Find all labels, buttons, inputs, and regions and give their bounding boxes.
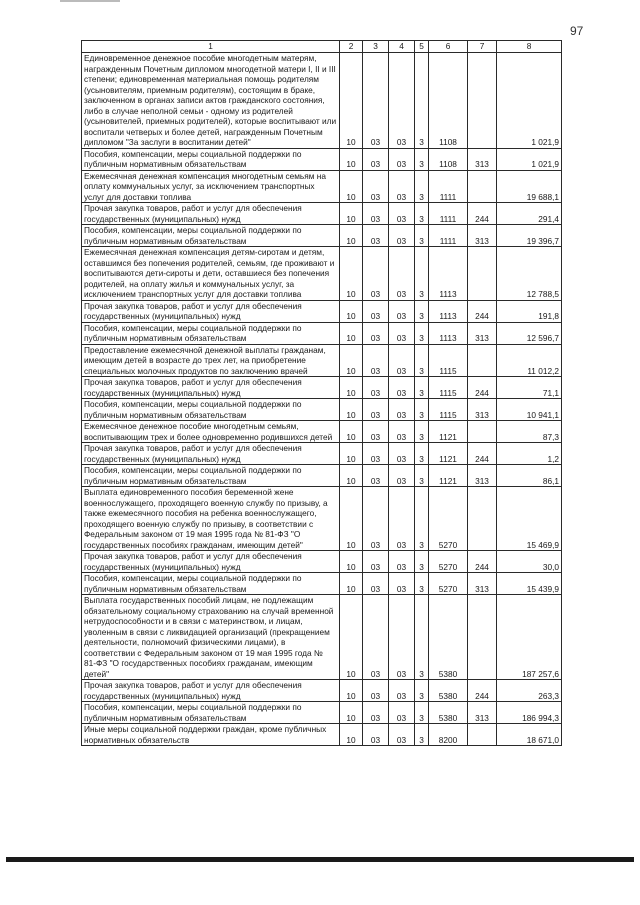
table-row <box>82 680 562 702</box>
cell-amount: 30,0 <box>497 551 562 573</box>
bottom-rule <box>6 857 634 862</box>
budget-table <box>81 40 562 746</box>
cell-subsection: 03 <box>363 595 389 680</box>
cell-item-code: 1121 <box>429 421 468 443</box>
table-row <box>82 421 562 443</box>
cell-section: 10 <box>340 377 363 399</box>
cell-subsection: 03 <box>363 399 389 421</box>
cell-subprogram: 3 <box>415 443 429 465</box>
cell-subprogram: 3 <box>415 465 429 487</box>
table-row <box>82 344 562 377</box>
cell-amount: 12 788,5 <box>497 247 562 301</box>
cell-amount: 10 941,1 <box>497 399 562 421</box>
cell-amount: 1 021,9 <box>497 148 562 170</box>
cell-description: Ежемесячное денежное пособие многодетным семьям, воспитывающим трех и более одновременно родившихся детей <box>82 421 340 443</box>
cell-amount: 186 994,3 <box>497 702 562 724</box>
cell-amount: 1 021,9 <box>497 53 562 149</box>
cell-program: 03 <box>389 551 415 573</box>
cell-subsection: 03 <box>363 487 389 551</box>
cell-expense-type <box>468 247 497 301</box>
col-header-1: 1 <box>82 41 340 53</box>
table-row <box>82 399 562 421</box>
cell-section: 10 <box>340 465 363 487</box>
col-header-3: 3 <box>363 41 389 53</box>
cell-description: Пособия, компенсации, меры социальной поддержки по публичным нормативным обязательствам <box>82 573 340 595</box>
cell-description: Пособия, компенсации, меры социальной поддержки по публичным нормативным обязательствам <box>82 702 340 724</box>
cell-program: 03 <box>389 322 415 344</box>
cell-item-code: 8200 <box>429 724 468 746</box>
cell-subsection: 03 <box>363 465 389 487</box>
cell-subprogram: 3 <box>415 573 429 595</box>
cell-subprogram: 3 <box>415 487 429 551</box>
cell-program: 03 <box>389 300 415 322</box>
cell-item-code: 1121 <box>429 443 468 465</box>
cell-subprogram: 3 <box>415 702 429 724</box>
cell-description: Пособия, компенсации, меры социальной поддержки по публичным нормативным обязательствам <box>82 465 340 487</box>
cell-amount: 1,2 <box>497 443 562 465</box>
cell-section: 10 <box>340 399 363 421</box>
table-row <box>82 377 562 399</box>
cell-amount: 15 469,9 <box>497 487 562 551</box>
cell-section: 10 <box>340 53 363 149</box>
cell-subprogram: 3 <box>415 53 429 149</box>
cell-amount: 71,1 <box>497 377 562 399</box>
table-row <box>82 443 562 465</box>
cell-item-code: 5270 <box>429 487 468 551</box>
cell-item-code: 1115 <box>429 399 468 421</box>
cell-subprogram: 3 <box>415 170 429 203</box>
cell-item-code: 1113 <box>429 322 468 344</box>
cell-subsection: 03 <box>363 225 389 247</box>
col-header-8: 8 <box>497 41 562 53</box>
cell-expense-type: 313 <box>468 465 497 487</box>
cell-program: 03 <box>389 595 415 680</box>
cell-amount: 18 671,0 <box>497 724 562 746</box>
cell-description: Пособия, компенсации, меры социальной поддержки по публичным нормативным обязательствам <box>82 322 340 344</box>
cell-section: 10 <box>340 322 363 344</box>
cell-section: 10 <box>340 724 363 746</box>
cell-item-code: 1108 <box>429 148 468 170</box>
cell-expense-type: 313 <box>468 702 497 724</box>
cell-subsection: 03 <box>363 573 389 595</box>
cell-program: 03 <box>389 724 415 746</box>
table-row <box>82 247 562 301</box>
cell-program: 03 <box>389 702 415 724</box>
cell-amount: 87,3 <box>497 421 562 443</box>
cell-program: 03 <box>389 148 415 170</box>
cell-description: Прочая закупка товаров, работ и услуг для обеспечения государственных (муниципальных) нужд <box>82 443 340 465</box>
cell-item-code: 1113 <box>429 300 468 322</box>
cell-program: 03 <box>389 344 415 377</box>
col-header-6: 6 <box>429 41 468 53</box>
cell-expense-type: 313 <box>468 322 497 344</box>
table-row <box>82 551 562 573</box>
cell-amount: 187 257,6 <box>497 595 562 680</box>
table-row <box>82 595 562 680</box>
table-row <box>82 465 562 487</box>
cell-section: 10 <box>340 170 363 203</box>
cell-program: 03 <box>389 443 415 465</box>
table-row <box>82 225 562 247</box>
cell-section: 10 <box>340 300 363 322</box>
table-row <box>82 53 562 149</box>
cell-subsection: 03 <box>363 724 389 746</box>
table-row <box>82 573 562 595</box>
cell-section: 10 <box>340 573 363 595</box>
cell-description: Выплата единовременного пособия беременной жене военнослужащего, проходящего военную службу по призыву, а также ежемесячного пособия на ребенка военнослужащего, проходящего военную службу по призыву, в соответствии с Федеральным законом от 19 мая 1995 года № 81-ФЗ "О государственных пособиях гражданам, имеющим детей" <box>82 487 340 551</box>
page-number: 97 <box>570 24 584 38</box>
cell-subsection: 03 <box>363 247 389 301</box>
cell-section: 10 <box>340 148 363 170</box>
cell-subprogram: 3 <box>415 421 429 443</box>
cell-subsection: 03 <box>363 344 389 377</box>
cell-expense-type: 313 <box>468 225 497 247</box>
cell-item-code: 1111 <box>429 225 468 247</box>
cell-item-code: 1113 <box>429 247 468 301</box>
table-row <box>82 203 562 225</box>
cell-subprogram: 3 <box>415 247 429 301</box>
cell-expense-type: 313 <box>468 573 497 595</box>
cell-item-code: 1111 <box>429 203 468 225</box>
cell-program: 03 <box>389 573 415 595</box>
cell-subprogram: 3 <box>415 377 429 399</box>
cell-section: 10 <box>340 702 363 724</box>
cell-section: 10 <box>340 595 363 680</box>
table-row <box>82 487 562 551</box>
cell-amount: 191,8 <box>497 300 562 322</box>
cell-subprogram: 3 <box>415 399 429 421</box>
cell-subprogram: 3 <box>415 724 429 746</box>
cell-amount: 263,3 <box>497 680 562 702</box>
cell-program: 03 <box>389 203 415 225</box>
cell-description: Ежемесячная денежная компенсация многодетным семьям на оплату коммунальных услуг, за исключением транспортных услуг для доставки топлива <box>82 170 340 203</box>
table-body <box>82 53 562 746</box>
cell-expense-type: 244 <box>468 377 497 399</box>
cell-amount: 86,1 <box>497 465 562 487</box>
cell-subsection: 03 <box>363 421 389 443</box>
cell-item-code: 5270 <box>429 573 468 595</box>
cell-program: 03 <box>389 465 415 487</box>
cell-program: 03 <box>389 399 415 421</box>
cell-subsection: 03 <box>363 300 389 322</box>
cell-item-code: 5380 <box>429 702 468 724</box>
table-row <box>82 702 562 724</box>
col-header-4: 4 <box>389 41 415 53</box>
cell-amount: 12 596,7 <box>497 322 562 344</box>
cell-description: Пособия, компенсации, меры социальной поддержки по публичным нормативным обязательствам <box>82 148 340 170</box>
cell-item-code: 5380 <box>429 595 468 680</box>
cell-subsection: 03 <box>363 170 389 203</box>
cell-program: 03 <box>389 170 415 203</box>
cell-program: 03 <box>389 487 415 551</box>
cell-subprogram: 3 <box>415 225 429 247</box>
col-header-5: 5 <box>415 41 429 53</box>
cell-amount: 19 396,7 <box>497 225 562 247</box>
cell-subprogram: 3 <box>415 300 429 322</box>
cell-description: Прочая закупка товаров, работ и услуг для обеспечения государственных (муниципальных) нужд <box>82 377 340 399</box>
cell-description: Ежемесячная денежная компенсация детям-сиротам и детям, оставшимся без попечения родителей, семьям, где проживают и воспитываются дети-сироты и дети, оставшиеся без попечения родителей, на оплату жилья и коммунальных услуг, за исключением транспортных услуг для доставки топлива <box>82 247 340 301</box>
cell-program: 03 <box>389 377 415 399</box>
cell-expense-type <box>468 170 497 203</box>
cell-description: Единовременное денежное пособие многодетным матерям, награжденным Почетным дипломом многодетной матери I, II и III степени; единовременная материальная помощь родителям (усыновителям, приемным родителям), состоящим в браке, заключенном в органах записи актов гражданского состояния, либо в случае неполной семьи - одному из родителей (усыновителей, приемных родителей), которые воспитывают или воспитали четверых и более детей, награжденным Почетным дипломом "За заслуги в воспитании детей" <box>82 53 340 149</box>
cell-program: 03 <box>389 421 415 443</box>
header-row <box>82 41 562 53</box>
cell-item-code: 5380 <box>429 680 468 702</box>
table-row <box>82 300 562 322</box>
table-row <box>82 724 562 746</box>
cell-subprogram: 3 <box>415 551 429 573</box>
cell-subprogram: 3 <box>415 595 429 680</box>
cell-section: 10 <box>340 344 363 377</box>
cell-subprogram: 3 <box>415 344 429 377</box>
cell-expense-type <box>468 53 497 149</box>
cell-item-code: 1108 <box>429 53 468 149</box>
cell-amount: 15 439,9 <box>497 573 562 595</box>
cell-description: Прочая закупка товаров, работ и услуг для обеспечения государственных (муниципальных) нужд <box>82 680 340 702</box>
col-header-2: 2 <box>340 41 363 53</box>
cell-section: 10 <box>340 551 363 573</box>
table-row <box>82 322 562 344</box>
cell-expense-type <box>468 595 497 680</box>
table-row <box>82 170 562 203</box>
cell-subsection: 03 <box>363 322 389 344</box>
cell-program: 03 <box>389 53 415 149</box>
cell-subprogram: 3 <box>415 322 429 344</box>
cell-expense-type <box>468 344 497 377</box>
cell-program: 03 <box>389 247 415 301</box>
cell-section: 10 <box>340 680 363 702</box>
cell-expense-type: 244 <box>468 203 497 225</box>
cell-subsection: 03 <box>363 148 389 170</box>
cell-amount: 291,4 <box>497 203 562 225</box>
cell-expense-type <box>468 487 497 551</box>
cell-program: 03 <box>389 680 415 702</box>
cell-section: 10 <box>340 225 363 247</box>
cell-item-code: 1115 <box>429 344 468 377</box>
cell-subsection: 03 <box>363 53 389 149</box>
cell-description: Иные меры социальной поддержки граждан, кроме публичных нормативных обязательств <box>82 724 340 746</box>
cell-expense-type <box>468 724 497 746</box>
cell-subprogram: 3 <box>415 148 429 170</box>
cell-description: Пособия, компенсации, меры социальной поддержки по публичным нормативным обязательствам <box>82 225 340 247</box>
table-row <box>82 148 562 170</box>
cell-expense-type: 313 <box>468 148 497 170</box>
cell-subprogram: 3 <box>415 680 429 702</box>
cell-subsection: 03 <box>363 551 389 573</box>
cell-expense-type: 244 <box>468 300 497 322</box>
cell-item-code: 1115 <box>429 377 468 399</box>
cell-section: 10 <box>340 443 363 465</box>
cell-section: 10 <box>340 203 363 225</box>
cell-program: 03 <box>389 225 415 247</box>
cell-expense-type: 244 <box>468 680 497 702</box>
cell-subsection: 03 <box>363 377 389 399</box>
cell-section: 10 <box>340 487 363 551</box>
scan-artifact <box>60 0 120 2</box>
cell-description: Прочая закупка товаров, работ и услуг для обеспечения государственных (муниципальных) нужд <box>82 203 340 225</box>
cell-expense-type: 244 <box>468 443 497 465</box>
cell-subsection: 03 <box>363 443 389 465</box>
cell-subprogram: 3 <box>415 203 429 225</box>
cell-section: 10 <box>340 421 363 443</box>
cell-description: Прочая закупка товаров, работ и услуг для обеспечения государственных (муниципальных) нужд <box>82 551 340 573</box>
cell-section: 10 <box>340 247 363 301</box>
cell-description: Предоставление ежемесячной денежной выплаты гражданам, имеющим детей в возрасте до трех лет, на приобретение специальных молочных продуктов по заключению врачей <box>82 344 340 377</box>
cell-expense-type: 313 <box>468 399 497 421</box>
cell-description: Прочая закупка товаров, работ и услуг для обеспечения государственных (муниципальных) нужд <box>82 300 340 322</box>
cell-item-code: 1111 <box>429 170 468 203</box>
cell-subsection: 03 <box>363 680 389 702</box>
col-header-7: 7 <box>468 41 497 53</box>
budget-table-container <box>81 40 561 746</box>
cell-amount: 11 012,2 <box>497 344 562 377</box>
cell-item-code: 5270 <box>429 551 468 573</box>
cell-subsection: 03 <box>363 203 389 225</box>
cell-amount: 19 688,1 <box>497 170 562 203</box>
cell-expense-type <box>468 421 497 443</box>
cell-description: Пособия, компенсации, меры социальной поддержки по публичным нормативным обязательствам <box>82 399 340 421</box>
cell-expense-type: 244 <box>468 551 497 573</box>
cell-description: Выплата государственных пособий лицам, не подлежащим обязательному социальному страхованию на случай временной нетрудоспособности и в связи с материнством, и лицам, уволенным в связи с ликвидацией организаций (прекращением деятельности, полномочий физическими лицами), в соответствии с Федеральным законом от 19 мая 1995 года № 81-ФЗ "О государственных пособиях гражданам, имеющим детей" <box>82 595 340 680</box>
cell-item-code: 1121 <box>429 465 468 487</box>
cell-subsection: 03 <box>363 702 389 724</box>
